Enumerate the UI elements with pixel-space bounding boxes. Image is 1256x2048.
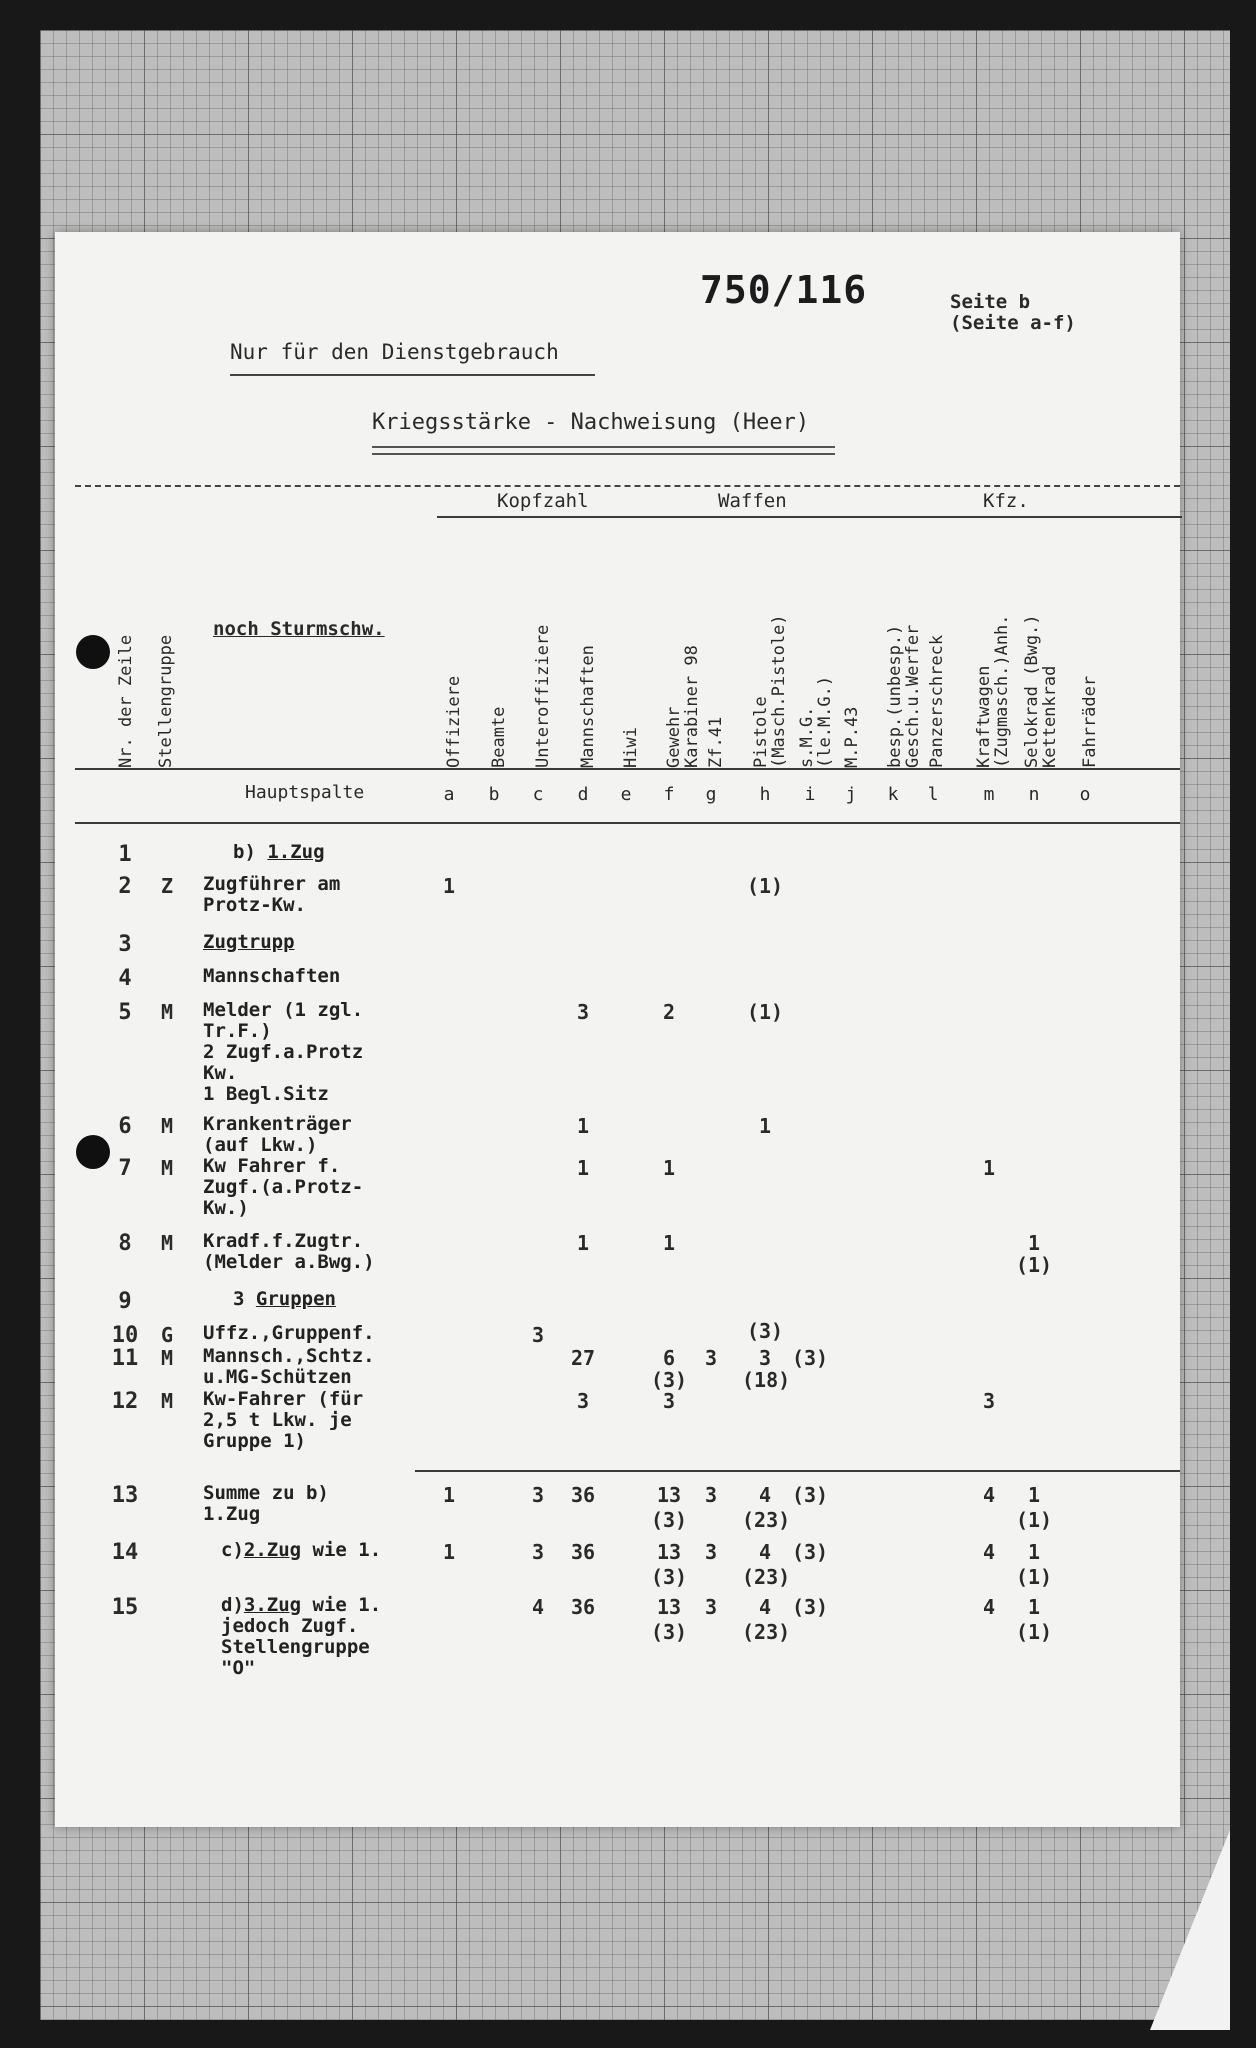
section-heading: noch Sturmschw. [213, 618, 385, 640]
column-header-line: Gewehr [664, 706, 684, 768]
cell-d: 36 [570, 1483, 596, 1507]
column-header-b [490, 707, 508, 768]
row-number: 1 [118, 842, 132, 867]
cell-g: 3 [704, 1483, 718, 1507]
row-stellengruppe: M [160, 1231, 174, 1255]
column-header-line: (Zugmasch.)Anh. [992, 614, 1012, 768]
description-line: c)2.Zug wie 1. [221, 1539, 382, 1561]
group-kopfzahl: Kopfzahl [497, 490, 589, 512]
column-letter-n: n [1028, 784, 1040, 805]
cell-m: 1 [982, 1156, 996, 1180]
column-header-d [579, 645, 597, 768]
row-number: 14 [111, 1540, 139, 1565]
description-line: "O" [221, 1657, 256, 1679]
cell-c: 4 [531, 1595, 545, 1619]
column-letter-f: f [663, 784, 675, 805]
row-description [233, 842, 325, 863]
column-header-k [886, 625, 922, 768]
row-stellengruppe: G [160, 1323, 174, 1347]
cell-d: 1 [576, 1156, 590, 1180]
column-header-line: Nr. der Zeile [116, 634, 136, 768]
description-line: 2 Zugf.a.Protz [203, 1041, 364, 1063]
column-letter-g: g [705, 784, 717, 805]
row-number: 12 [111, 1389, 139, 1414]
description-line: 3 Gruppen [233, 1288, 336, 1310]
description-line: Stellengruppe [221, 1636, 370, 1658]
cell-d: 1 [576, 1114, 590, 1138]
column-header-line: Selokrad (Bwg.) [1022, 614, 1042, 768]
description-line: (Melder a.Bwg.) [203, 1251, 375, 1273]
row-stellengruppe: M [160, 1346, 174, 1370]
description-line: Kw-Fahrer (für [203, 1388, 364, 1410]
cell-c: 3 [531, 1540, 545, 1564]
column-header-line: Kraftwagen [974, 665, 994, 768]
row-description [203, 1389, 363, 1452]
cell-m: 3 [982, 1389, 996, 1413]
cell-h: (23) [742, 1565, 791, 1589]
description-line: Krankenträger [203, 1113, 352, 1135]
description-line: Kw. [203, 1062, 238, 1084]
column-header-line: Beamte [489, 706, 509, 768]
group-rule [437, 516, 1182, 518]
column-header-line: Panzerschreck [927, 634, 947, 768]
cell-h: (1) [746, 874, 784, 898]
letters-rule [75, 822, 1180, 824]
column-header-e [622, 727, 640, 768]
column-header-line: Kettenkrad [1040, 665, 1060, 768]
description-line: Zugführer am [203, 873, 341, 895]
row-description [221, 1540, 381, 1561]
column-header-line: Unteroffiziere [533, 624, 553, 768]
cell-n: 1 [1027, 1231, 1041, 1255]
column-letter-h: h [759, 784, 771, 805]
column-header-stelle [157, 635, 175, 768]
column-letter-m: m [983, 784, 995, 805]
row-description [203, 1231, 375, 1273]
row-stellengruppe: M [160, 1389, 174, 1413]
cell-c: 3 [531, 1483, 545, 1507]
cell-h: (23) [742, 1620, 791, 1644]
row-number: 13 [111, 1483, 139, 1508]
cell-f: (3) [650, 1620, 688, 1644]
column-header-l [928, 635, 946, 768]
row-description [203, 1483, 329, 1525]
cell-d: 3 [576, 1389, 590, 1413]
cell-d: 3 [576, 1000, 590, 1024]
cell-i: (3) [791, 1540, 829, 1564]
cell-h: (23) [742, 1508, 791, 1532]
row-description [233, 1289, 336, 1310]
column-header-line: Stellengruppe [156, 634, 176, 768]
row-number: 4 [118, 966, 132, 991]
group-waffen: Waffen [718, 490, 787, 512]
row-number: 9 [118, 1289, 132, 1314]
column-header-line: (le.M.G.) [815, 675, 835, 768]
column-header-line: Fahrräder [1080, 675, 1100, 768]
column-header-a [445, 676, 463, 768]
cell-g: 3 [704, 1595, 718, 1619]
row-number: 10 [111, 1323, 139, 1348]
cell-f: (3) [650, 1368, 688, 1392]
column-header-j [843, 707, 861, 768]
row-description [221, 1595, 381, 1679]
column-header-nr [117, 635, 135, 768]
header-rule [75, 768, 1180, 770]
column-header-o [1081, 676, 1099, 768]
cell-f: (3) [650, 1508, 688, 1532]
description-line: Zugf.(a.Protz- [203, 1176, 364, 1198]
column-letter-o: o [1079, 784, 1091, 805]
hauptspalte-label: Hauptspalte [245, 782, 365, 803]
description-line: Zugtrupp [203, 931, 295, 953]
row-number: 7 [118, 1156, 132, 1181]
row-stellengruppe: Z [160, 874, 174, 898]
row-description [203, 932, 295, 953]
cell-a: 1 [442, 1540, 456, 1564]
cell-n: 1 [1027, 1540, 1041, 1564]
column-header-c [534, 625, 552, 768]
cell-n: 1 [1027, 1595, 1041, 1619]
page-indicator [950, 292, 1076, 334]
column-header-g [707, 717, 725, 768]
restriction-note: Nur für den Dienstgebrauch [230, 340, 559, 364]
row-stellengruppe: M [160, 1114, 174, 1138]
cell-f: 13 [656, 1595, 682, 1619]
row-number: 6 [118, 1114, 132, 1139]
cell-h: 3 [758, 1346, 772, 1370]
column-letter-k: k [887, 784, 899, 805]
row-description [203, 1156, 363, 1219]
cell-h: 4 [758, 1483, 772, 1507]
cell-h: 4 [758, 1595, 772, 1619]
document-number: 750/116 [700, 268, 868, 312]
column-header-line: Mannschaften [578, 645, 598, 768]
cell-h: 1 [758, 1114, 772, 1138]
description-line: b) 1.Zug [233, 841, 325, 863]
cell-f: 1 [662, 1156, 676, 1180]
cell-n: (1) [1015, 1620, 1053, 1644]
row-number: 2 [118, 874, 132, 899]
column-header-m [975, 614, 1011, 768]
description-line: Mannsch.,Schtz. [203, 1345, 375, 1367]
row-description [203, 1000, 363, 1105]
row-stellengruppe: M [160, 1000, 174, 1024]
description-line: Mannschaften [203, 965, 341, 987]
column-header-line: Pistole [751, 696, 771, 768]
cell-h: (1) [746, 1000, 784, 1024]
column-header-line: M.P.43 [842, 706, 862, 768]
column-letter-j: j [845, 784, 857, 805]
description-line: 2,5 t Lkw. je [203, 1409, 352, 1431]
row-description [203, 966, 340, 987]
cell-f: 3 [662, 1389, 676, 1413]
column-letter-l: l [927, 784, 939, 805]
row-number: 11 [111, 1346, 139, 1371]
description-line: u.MG-Schützen [203, 1366, 352, 1388]
column-header-n [1023, 614, 1059, 768]
group-kfz: Kfz. [983, 490, 1029, 512]
row-number: 15 [111, 1595, 139, 1620]
cell-n: 1 [1027, 1483, 1041, 1507]
cell-f: 13 [656, 1483, 682, 1507]
cell-m: 4 [982, 1483, 996, 1507]
cell-n: (1) [1015, 1253, 1053, 1277]
description-line: Gruppe 1) [203, 1430, 306, 1452]
cell-h: (18) [742, 1368, 791, 1392]
column-letter-d: d [577, 784, 589, 805]
cell-f: 1 [662, 1231, 676, 1255]
cell-i: (3) [791, 1483, 829, 1507]
column-header-line: Offiziere [444, 675, 464, 768]
cell-m: 4 [982, 1595, 996, 1619]
row-description [203, 874, 340, 916]
column-header-i [798, 676, 834, 768]
column-letter-a: a [443, 784, 455, 805]
cell-c: 3 [531, 1323, 545, 1347]
row-description [203, 1346, 375, 1388]
cell-d: 36 [570, 1595, 596, 1619]
description-line: Kw.) [203, 1197, 249, 1219]
column-header-line: Karabiner 98 [682, 645, 702, 768]
column-header-line: Gesch.u.Werfer [903, 624, 923, 768]
description-line: d)3.Zug wie 1. [221, 1594, 382, 1616]
column-letter-c: c [532, 784, 544, 805]
cell-f: 6 [662, 1346, 676, 1370]
description-line: Protz-Kw. [203, 894, 306, 916]
description-line: (auf Lkw.) [203, 1134, 318, 1156]
sum-rule [415, 1470, 1180, 1472]
page-line-2: (Seite a-f) [950, 312, 1076, 334]
column-letter-i: i [804, 784, 816, 805]
cell-a: 1 [442, 874, 456, 898]
cell-i: (3) [791, 1595, 829, 1619]
table-top-rule [75, 485, 1180, 487]
cell-d: 1 [576, 1231, 590, 1255]
description-line: Summe zu b) [203, 1482, 329, 1504]
cell-m: 4 [982, 1540, 996, 1564]
description-line: Uffz.,Gruppenf. [203, 1322, 375, 1344]
description-line: Kradf.f.Zugtr. [203, 1230, 364, 1252]
row-description [203, 1323, 375, 1344]
cell-g: 3 [704, 1540, 718, 1564]
cell-d: 36 [570, 1540, 596, 1564]
column-header-line: s.M.G. [797, 706, 817, 768]
description-line: jedoch Zugf. [221, 1615, 359, 1637]
cell-i: (3) [791, 1346, 829, 1370]
description-line: 1.Zug [203, 1503, 261, 1525]
restriction-underline [230, 374, 595, 376]
cell-f: 2 [662, 1000, 676, 1024]
column-letter-b: b [488, 784, 500, 805]
punch-hole-top [76, 635, 110, 669]
row-number: 8 [118, 1231, 132, 1256]
cell-n: (1) [1015, 1565, 1053, 1589]
cell-h: (3) [746, 1319, 784, 1343]
column-header-f [665, 645, 701, 768]
cell-f: 13 [656, 1540, 682, 1564]
row-stellengruppe: M [160, 1156, 174, 1180]
column-header-line: besp.(unbesp.) [885, 624, 905, 768]
cell-h: 4 [758, 1540, 772, 1564]
row-description [203, 1114, 352, 1156]
description-line: Tr.F.) [203, 1020, 272, 1042]
column-header-line: Zf.41 [706, 716, 726, 768]
cell-n: (1) [1015, 1508, 1053, 1532]
title-double-underline [372, 446, 835, 455]
description-line: Melder (1 zgl. [203, 999, 364, 1021]
row-number: 5 [118, 1000, 132, 1025]
cell-f: (3) [650, 1565, 688, 1589]
column-header-line: (Masch.Pistole) [769, 614, 789, 768]
column-header-h [752, 614, 788, 768]
folded-corner [1150, 1830, 1230, 2030]
column-letter-e: e [620, 784, 632, 805]
row-number: 3 [118, 932, 132, 957]
page-line-1: Seite b [950, 291, 1031, 313]
description-line: Kw Fahrer f. [203, 1155, 341, 1177]
cell-a: 1 [442, 1483, 456, 1507]
cell-d: 27 [570, 1346, 596, 1370]
cell-g: 3 [704, 1346, 718, 1370]
column-header-line: Hiwi [621, 727, 641, 768]
description-line: 1 Begl.Sitz [203, 1083, 329, 1105]
document-title: Kriegsstärke - Nachweisung (Heer) [372, 410, 810, 435]
